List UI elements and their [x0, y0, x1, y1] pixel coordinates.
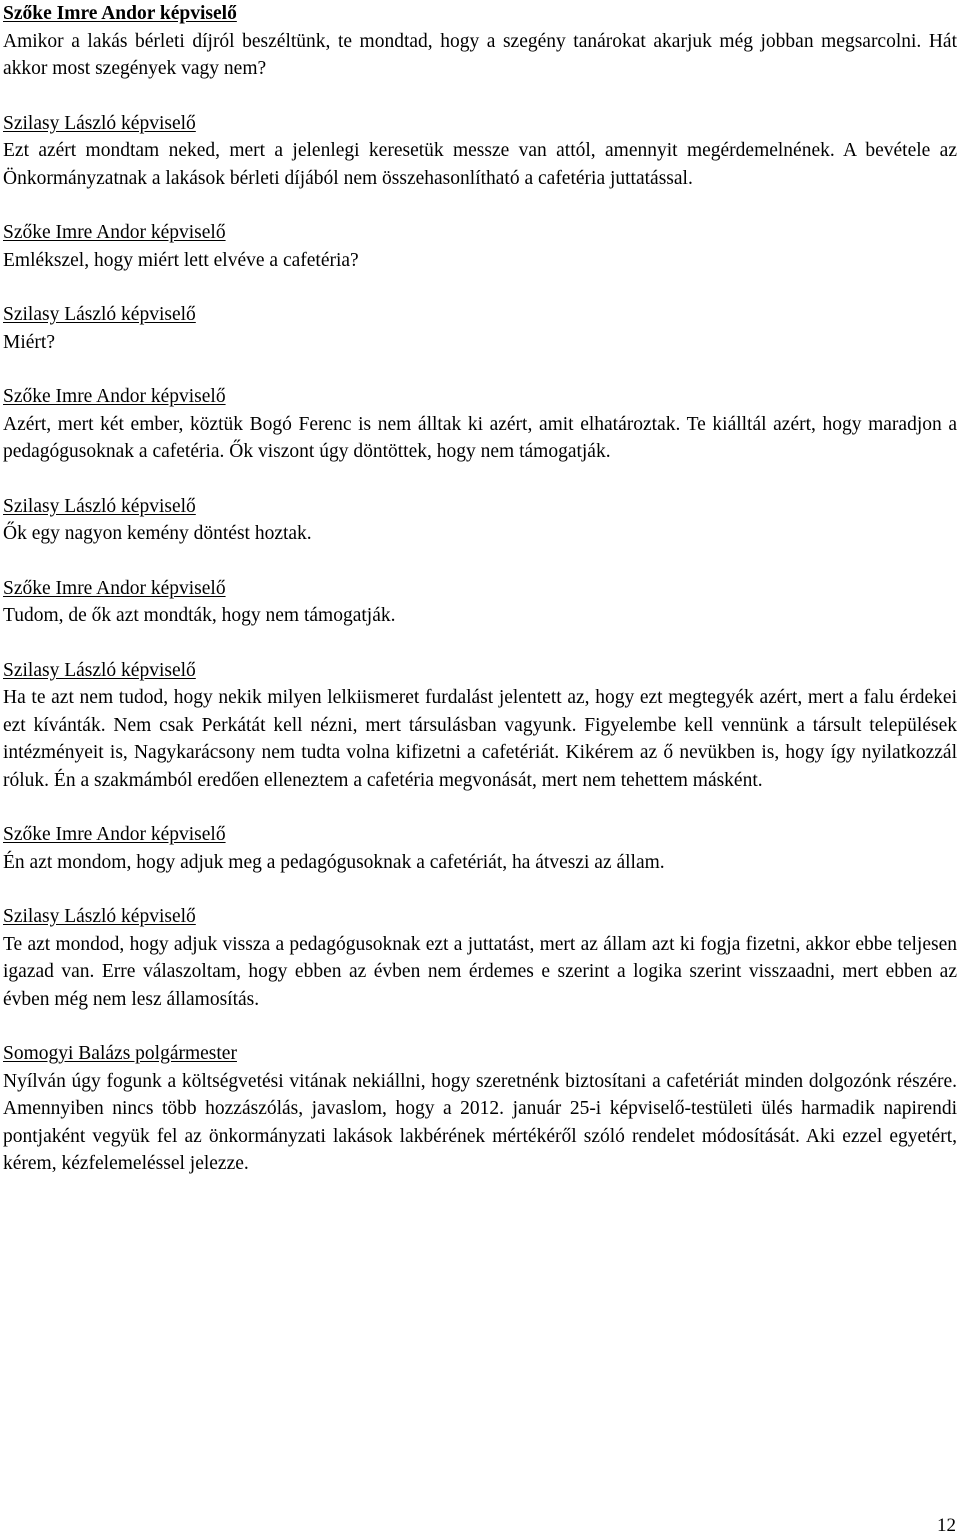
speech-text: Amikor a lakás bérleti díjról beszéltünk, te mondtad, hogy a szegény tanárokat akarjuk még jobban megsarcolni. Hát akkor most szegények vagy nem?	[3, 30, 957, 79]
transcript-entry	[3, 383, 957, 466]
speech-text: Azért, mert két ember, köztük Bogó Ferenc is nem álltak ki azért, amit elhatároztak. Te kiálltál azért, hogy maradjon a pedagógusoknak a cafetéria. Ők viszont úgy döntöttek, hogy nem támogatják.	[3, 413, 957, 462]
speech-text: Te azt mondod, hogy adjuk vissza a pedagógusoknak ezt a juttatást, mert az állam azt ki fogja fizetni, akkor ebbe teljesen igazad van. Erre válaszoltam, hogy ebben az évben nem érdemes e szerint a logika szerint visszaadni, mert ebben az évben még nem lesz államosítás.	[3, 933, 957, 1010]
speaker-name: Szilasy László képviselő	[3, 659, 196, 681]
speech-text: Én azt mondom, hogy adjuk meg a pedagógusoknak a cafetériát, ha átveszi az állam.	[3, 851, 665, 873]
transcript-entry	[3, 110, 957, 193]
transcript-entry	[3, 0, 957, 83]
transcript-entry	[3, 301, 957, 356]
transcript-entry	[3, 575, 957, 630]
speech-text: Nyílván úgy fogunk a költségvetési vitának nekiállni, hogy szeretnénk biztosítani a cafetériát minden dolgozónk részére. Amennyiben nincs több hozzászólás, javaslom, hogy a 2012. január 25-i képviselő-testületi ülés harmadik napirendi pontjaként vegyük fel az önkormányzati lakások lakbérének mértékéről szóló rendelet módosítását. Aki ezzel egyetért, kérem, kézfelemeléssel jelezze.	[3, 1070, 957, 1174]
transcript-entry	[3, 219, 957, 274]
speaker-name: Szőke Imre Andor képviselő	[3, 222, 226, 243]
speech-text: Emlékszel, hogy miért lett elvéve a cafetéria?	[3, 249, 359, 271]
transcript-entry	[3, 821, 957, 876]
transcript-entry	[3, 657, 957, 795]
speaker-name: Szőke Imre Andor képviselő	[3, 577, 226, 599]
speaker-name: Szilasy László képviselő	[3, 906, 196, 927]
speech-text: Miért?	[3, 331, 55, 353]
speaker-name: Szilasy László képviselő	[3, 112, 196, 134]
speech-text: Ők egy nagyon kemény döntést hoztak.	[3, 523, 312, 544]
page-number: 12	[937, 1515, 956, 1536]
transcript-entry	[3, 903, 957, 1013]
transcript-entry	[3, 493, 957, 548]
speaker-name: Szilasy László képviselő	[3, 304, 196, 325]
document-page	[3, 0, 957, 1205]
speaker-name: Szőke Imre Andor képviselő	[3, 3, 237, 24]
speech-text: Ha te azt nem tudod, hogy nekik milyen lelkiismeret furdalást jelentett az, hogy ezt megtegyék azért, mert a falu érdekei ezt kívánták. Nem csak Perkátát kell nézni, mert társulásban vagyunk. Figyelembe kell vennünk a társult települések intézményeit is, Nagykarácsony nem tudta volna kifizetni a cafetériát. Kikérem az ő nevükben is, hogy így nyilatkozzál róluk. Én a szakmámból eredően elleneztem a cafetéria megvonását, mert nem tehettem másként.	[3, 687, 957, 791]
speech-text: Tudom, de ők azt mondták, hogy nem támogatják.	[3, 605, 396, 626]
speaker-name: Szőke Imre Andor képviselő	[3, 386, 226, 407]
speaker-name: Szőke Imre Andor képviselő	[3, 824, 226, 845]
speech-text: Ezt azért mondtam neked, mert a jelenlegi keresetük messze van attól, amennyit megérdemelnének. A bevétele az Önkormányzatnak a lakások bérleti díjából nem összehasonlítható a cafetéria juttatással.	[3, 140, 957, 189]
speaker-name: Somogyi Balázs polgármester	[3, 1043, 237, 1064]
transcript-entry	[3, 1040, 957, 1178]
speaker-name: Szilasy László képviselő	[3, 495, 196, 517]
